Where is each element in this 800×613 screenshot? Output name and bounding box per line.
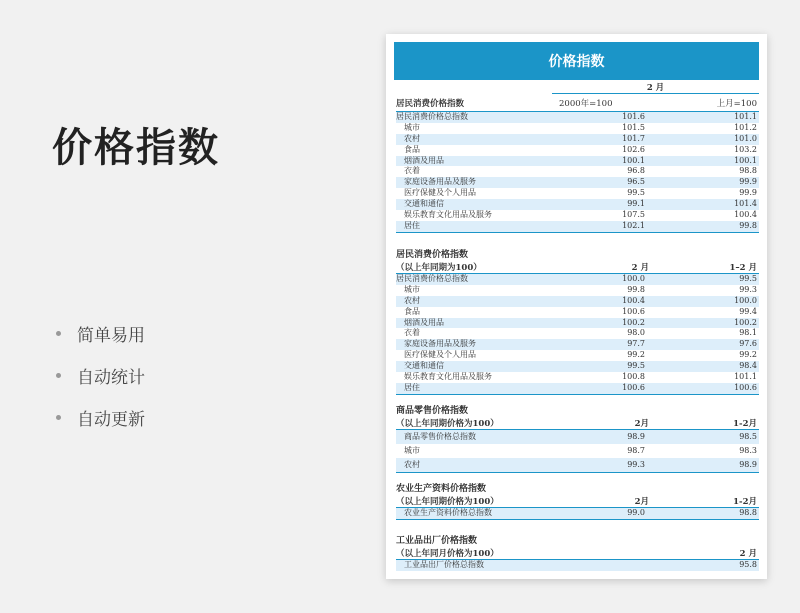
section-cpi-yoy (396, 248, 759, 395)
sheet-header: 价格指数 (394, 42, 759, 80)
row-value (569, 560, 669, 571)
row-value: 98.8 (739, 508, 757, 517)
row-label: 烟酒及用品 (404, 317, 444, 327)
row-value: 100.4 (622, 295, 645, 305)
table-row (396, 328, 759, 339)
row-value: 98.8 (739, 166, 757, 176)
column-header: 1-2月 (733, 419, 757, 429)
table-body (396, 560, 759, 571)
row-value: 99.9 (739, 188, 757, 198)
row-label: 农村 (404, 295, 420, 305)
row-value: 99.1 (627, 199, 645, 209)
table-row (396, 221, 759, 232)
column-header: 2月 (634, 497, 649, 507)
row-value: 99.2 (627, 350, 645, 360)
month-header: 2 月 (552, 82, 759, 94)
row-value: 101.4 (734, 199, 757, 209)
row-value: 101.1 (734, 372, 757, 382)
row-value: 98.9 (739, 460, 757, 469)
row-label: 食品 (404, 306, 420, 316)
table-row (396, 188, 759, 199)
section-header (396, 496, 759, 508)
row-value: 100.6 (622, 306, 645, 316)
row-value: 107.5 (622, 210, 645, 220)
column-header: 2 月 (631, 263, 649, 273)
feature-list (56, 312, 145, 438)
row-label: 商品零售价格总指数 (404, 432, 476, 441)
hero-title: 价格指数 (52, 125, 220, 171)
bullet-icon (56, 415, 61, 420)
price-index-sheet (386, 34, 767, 579)
row-value: 95.8 (739, 560, 757, 569)
table-row (396, 296, 759, 307)
row-value: 100.0 (622, 274, 645, 283)
section-subtitle: （以上年同期为100） (396, 263, 482, 273)
section-title: 工业品出厂价格指数 (396, 536, 478, 546)
row-label: 工业品出厂价格总指数 (404, 560, 484, 569)
row-label: 家庭设备用品及服务 (404, 177, 476, 187)
row-value: 100.2 (622, 317, 645, 327)
row-value: 96.5 (627, 177, 645, 187)
row-value: 99.5 (627, 361, 645, 371)
section-header (396, 548, 759, 560)
row-label: 交通和通信 (404, 199, 444, 209)
row-label: 医疗保健及个人用品 (404, 188, 476, 198)
row-value: 97.7 (627, 339, 645, 349)
section-title: 农业生产资料价格指数 (396, 484, 487, 494)
row-value: 98.1 (739, 328, 757, 338)
row-value: 101.1 (734, 112, 757, 121)
table-body (396, 508, 759, 520)
row-label: 农业生产资料价格总指数 (404, 508, 492, 517)
row-value: 101.5 (622, 122, 645, 132)
row-value: 100.1 (622, 155, 645, 165)
row-value: 99.5 (627, 188, 645, 198)
feature-item (56, 354, 145, 396)
row-label: 娱乐教育文化用品及服务 (404, 210, 492, 220)
row-value: 100.8 (622, 372, 645, 382)
section-title: 商品零售价格指数 (396, 406, 469, 416)
row-value: 99.9 (739, 177, 757, 187)
row-value: 101.2 (734, 122, 757, 132)
section-title: 居民消费价格指数 (396, 250, 469, 260)
table-row (396, 318, 759, 329)
row-label: 交通和通信 (404, 361, 444, 371)
table-row (396, 444, 759, 458)
row-value: 99.3 (627, 460, 645, 469)
table-row (396, 458, 759, 472)
table-row (396, 508, 759, 519)
bullet-icon (56, 373, 61, 378)
table-body (396, 274, 759, 395)
table-row (396, 372, 759, 383)
feature-label: 自动更新 (77, 409, 145, 430)
table-row (396, 361, 759, 372)
column-header: 1-2月 (733, 497, 757, 507)
row-label: 农村 (404, 133, 420, 143)
feature-label: 自动统计 (77, 367, 145, 388)
section-subtitle: （以上年同期价格为100） (396, 419, 499, 429)
section-retail (396, 404, 759, 473)
row-value: 98.5 (739, 432, 757, 441)
table-row (396, 383, 759, 394)
row-label: 家庭设备用品及服务 (404, 339, 476, 349)
table-row (396, 307, 759, 318)
row-label: 娱乐教育文化用品及服务 (404, 372, 492, 382)
row-value: 98.3 (739, 446, 757, 455)
row-label: 居民消费价格总指数 (396, 112, 468, 121)
column-header: 2000年=100 (559, 99, 613, 109)
table-row (396, 166, 759, 177)
row-value: 98.9 (627, 432, 645, 441)
section-header (396, 94, 759, 112)
row-value: 100.1 (734, 155, 757, 165)
table-row (396, 274, 759, 285)
row-value: 101.6 (622, 112, 645, 121)
row-value: 100.4 (734, 210, 757, 220)
feature-item (56, 396, 145, 438)
table-body (396, 430, 759, 473)
row-label: 食品 (404, 144, 420, 154)
row-label: 居住 (404, 220, 420, 230)
section-subtitle: （以上年同期价格为100） (396, 497, 499, 507)
table-row (396, 199, 759, 210)
column-header: 1–2 月 (729, 263, 757, 273)
row-value: 102.6 (622, 144, 645, 154)
table-row (396, 145, 759, 156)
row-value: 99.3 (739, 284, 757, 294)
column-header: 2 月 (739, 549, 757, 559)
row-value: 102.1 (622, 220, 645, 230)
row-label: 医疗保健及个人用品 (404, 350, 476, 360)
row-value: 98.4 (739, 361, 757, 371)
section-cpi-base (396, 82, 759, 233)
column-header: 2月 (634, 419, 649, 429)
bullet-icon (56, 331, 61, 336)
row-value: 101.0 (734, 133, 757, 143)
row-value: 100.2 (734, 317, 757, 327)
section-industrial (396, 534, 759, 571)
table-row (396, 210, 759, 221)
row-value: 98.7 (627, 446, 645, 455)
section-agri (396, 482, 759, 520)
row-value: 100.0 (734, 295, 757, 305)
row-label: 衣着 (404, 166, 420, 176)
row-value: 99.8 (627, 284, 645, 294)
row-value: 96.8 (627, 166, 645, 176)
column-header: 上月=100 (716, 99, 757, 109)
feature-item (56, 312, 145, 354)
row-value: 100.6 (622, 382, 645, 392)
table-row (396, 285, 759, 296)
table-body (396, 112, 759, 233)
table-row (396, 430, 759, 444)
row-value: 99.4 (739, 306, 757, 316)
row-value: 103.2 (734, 144, 757, 154)
feature-label: 简单易用 (77, 325, 145, 346)
table-row (396, 177, 759, 188)
section-subtitle: （以上年同月价格为100） (396, 549, 499, 559)
table-row (396, 112, 759, 123)
row-value: 97.6 (739, 339, 757, 349)
section-title: 居民消费价格指数 (396, 99, 465, 109)
table-row (396, 134, 759, 145)
row-value: 98.0 (627, 328, 645, 338)
row-value: 101.7 (622, 133, 645, 143)
row-value: 99.8 (739, 220, 757, 230)
table-row (396, 350, 759, 361)
row-label: 衣着 (404, 328, 420, 338)
row-label: 居民消费价格总指数 (396, 274, 468, 283)
table-row (396, 339, 759, 350)
row-label: 居住 (404, 382, 420, 392)
row-label: 农村 (404, 460, 420, 469)
table-row (396, 156, 759, 167)
row-value: 99.2 (739, 350, 757, 360)
section-header (396, 262, 759, 274)
section-header (396, 418, 759, 430)
row-label: 城市 (404, 446, 420, 455)
row-label: 烟酒及用品 (404, 155, 444, 165)
row-value: 100.6 (734, 382, 757, 392)
row-value: 99.0 (627, 508, 645, 517)
row-value: 99.5 (739, 274, 757, 283)
row-label: 城市 (404, 122, 420, 132)
table-row (396, 560, 759, 571)
table-row (396, 123, 759, 134)
row-label: 城市 (404, 284, 420, 294)
